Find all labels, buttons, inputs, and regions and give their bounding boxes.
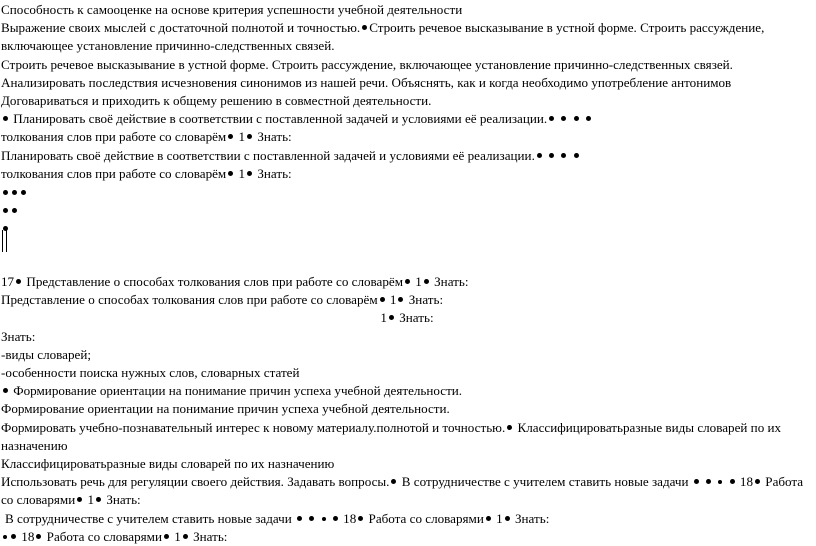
text-line xyxy=(1,37,813,55)
text-line xyxy=(1,309,813,327)
text: -особенности поиска нужных слов, словарных статей xyxy=(1,365,300,381)
bullet-icon xyxy=(16,279,21,284)
text: 18 xyxy=(739,474,754,490)
bullet-icon xyxy=(3,208,8,213)
text: Знать: xyxy=(1,328,36,344)
bullet-icon xyxy=(247,171,252,176)
text-line xyxy=(1,147,813,165)
text: 1 xyxy=(238,165,246,181)
bullet-icon xyxy=(405,279,410,284)
bullet-icon xyxy=(96,497,101,502)
text-line xyxy=(1,1,813,19)
text: со словарями xyxy=(1,492,76,508)
text: 18 xyxy=(21,528,35,544)
text: Знать: xyxy=(514,510,550,526)
text: Формирование ориентации на понимание причин успеха учебной деятельности. xyxy=(13,383,463,399)
text-line xyxy=(1,165,813,183)
text: Представление о способах толкования слов при работе со словарём xyxy=(26,274,404,290)
bullet-icon xyxy=(424,279,429,284)
bullet-icon xyxy=(297,516,302,521)
bullet-icon xyxy=(3,388,8,393)
text-line xyxy=(1,346,813,364)
text: Знать: xyxy=(399,310,434,326)
bullet-icon xyxy=(11,534,16,539)
text: Знать: xyxy=(106,492,141,508)
text: 1 xyxy=(174,528,181,544)
text-line xyxy=(1,510,813,528)
text-line xyxy=(1,455,813,473)
bullet-icon xyxy=(718,480,722,484)
bullet-icon xyxy=(549,153,554,158)
bullet-icon xyxy=(322,517,326,521)
text: 1 xyxy=(87,492,95,508)
bullet-icon xyxy=(12,190,17,195)
bullet-icon xyxy=(3,190,8,195)
text: Формирование ориентации на понимание причин успеха учебной деятельности. xyxy=(1,401,450,417)
text: толкования слов при работе со словарём xyxy=(1,129,227,145)
bullet-icon xyxy=(3,535,7,539)
bullet-icon xyxy=(389,315,394,320)
text-line xyxy=(1,128,813,146)
text: Знать: xyxy=(257,165,292,181)
text: Строить речевое высказывание в устной форме. Строить рассуждение, xyxy=(369,20,765,36)
text-line xyxy=(1,110,813,128)
bullet-icon xyxy=(537,153,542,158)
text: 1 xyxy=(238,129,246,145)
text-line xyxy=(1,74,813,92)
text: Знать: xyxy=(408,292,444,308)
bullet-icon xyxy=(228,134,233,139)
text-line xyxy=(1,273,813,291)
text-line xyxy=(1,92,813,110)
bullet-icon xyxy=(574,153,579,158)
bullet-icon xyxy=(586,116,591,121)
text: толкования слов при работе со словарём xyxy=(1,165,227,181)
text: 1 xyxy=(380,310,387,326)
bullet-icon xyxy=(358,516,363,521)
bullet-icon xyxy=(183,534,188,539)
text: Выражение своих мыслей с достаточной полнотой и точностью. xyxy=(1,20,361,36)
bullet-icon xyxy=(574,116,579,121)
text-line xyxy=(1,473,813,491)
text: Работа со словарями xyxy=(368,510,484,526)
text: включающее установление причинно-следственных связей. xyxy=(1,38,335,54)
text: 17 xyxy=(1,274,15,290)
spacer xyxy=(1,237,813,273)
text: 1 xyxy=(496,510,503,526)
text: Работа xyxy=(765,474,804,490)
bullet-icon xyxy=(228,171,233,176)
text-line xyxy=(1,382,813,400)
text: Способность к самооценке на основе критерия успешности учебной деятельности xyxy=(1,2,463,17)
text: Классифицироватьразные виды словарей по их назначению xyxy=(1,456,335,472)
bullet-icon xyxy=(247,134,252,139)
text: 1 xyxy=(389,292,397,308)
text-line xyxy=(1,328,813,346)
text-line xyxy=(1,528,813,546)
text: Формировать учебно-познавательный интерес к новому материалу.полнотой и точностью. xyxy=(1,419,506,435)
bullet-icon xyxy=(507,425,512,430)
bullet-icon xyxy=(561,116,566,121)
text: В сотрудничестве с учителем ставить новые задачи xyxy=(5,510,292,526)
text-line xyxy=(1,437,813,455)
text-line xyxy=(1,364,813,382)
bullet-icon xyxy=(164,534,169,539)
text: Планировать своё действие в соответствии с поставленной задачей и условиями её реализации. xyxy=(13,111,548,127)
text: В сотрудничестве с учителем ставить новые задачи xyxy=(401,474,689,490)
text: Классифицироватьразные виды словарей по их xyxy=(517,419,782,435)
bullet-icon xyxy=(706,479,711,484)
bullet-icon xyxy=(398,297,403,302)
bullet-icon xyxy=(36,534,41,539)
text: Работа со словарями xyxy=(46,528,162,544)
bullet-icon xyxy=(333,516,338,521)
text-line xyxy=(1,400,813,418)
text: Знать: xyxy=(193,528,228,544)
text-line xyxy=(1,491,813,509)
bullet-icon xyxy=(12,208,17,213)
bullet-icon xyxy=(380,297,385,302)
text-line xyxy=(1,419,813,437)
bullet-icon xyxy=(549,116,554,121)
text: Знать: xyxy=(434,274,469,290)
bullet-icon xyxy=(309,516,314,521)
text-cursor-icon xyxy=(2,230,7,252)
bullet-icon xyxy=(21,190,26,195)
text-line xyxy=(1,56,813,74)
bullet-icon xyxy=(561,153,566,158)
text: назначению xyxy=(1,437,68,453)
text: 18 xyxy=(343,510,357,526)
text: 1 xyxy=(415,274,422,290)
bullet-row xyxy=(1,219,813,237)
text: Строить речевое высказывание в устной форме. Строить рассуждение, включающее установление причинно-следственных связей. xyxy=(1,56,733,72)
bullet-row xyxy=(1,201,813,219)
text: Знать: xyxy=(257,129,292,145)
bullet-icon xyxy=(486,516,491,521)
text: Использовать речь для регуляции своего действия. Задавать вопросы. xyxy=(1,474,390,490)
text: Договариваться и приходить к общему решению в совместной деятельности. xyxy=(1,93,432,109)
bullet-icon xyxy=(694,479,699,484)
bullet-icon xyxy=(362,25,367,30)
bullet-icon xyxy=(505,516,510,521)
document-page xyxy=(1,1,813,546)
bullet-icon xyxy=(3,116,8,121)
text-line xyxy=(1,291,813,309)
text: -виды словарей; xyxy=(1,346,92,362)
text: Анализировать последствия исчезновения синонимов из нашей речи. Объяснять, как и когда необходимо употребление антонимов xyxy=(1,74,732,90)
bullet-icon xyxy=(391,479,396,484)
bullet-row xyxy=(1,183,813,201)
text-line xyxy=(1,19,813,37)
text: Планировать своё действие в соответствии с поставленной задачей и условиями её реализации. xyxy=(1,147,535,163)
bullet-icon xyxy=(77,497,82,502)
bullet-icon xyxy=(755,479,760,484)
text: Представление о способах толкования слов при работе со словарём xyxy=(1,292,378,308)
bullet-icon xyxy=(730,479,735,484)
